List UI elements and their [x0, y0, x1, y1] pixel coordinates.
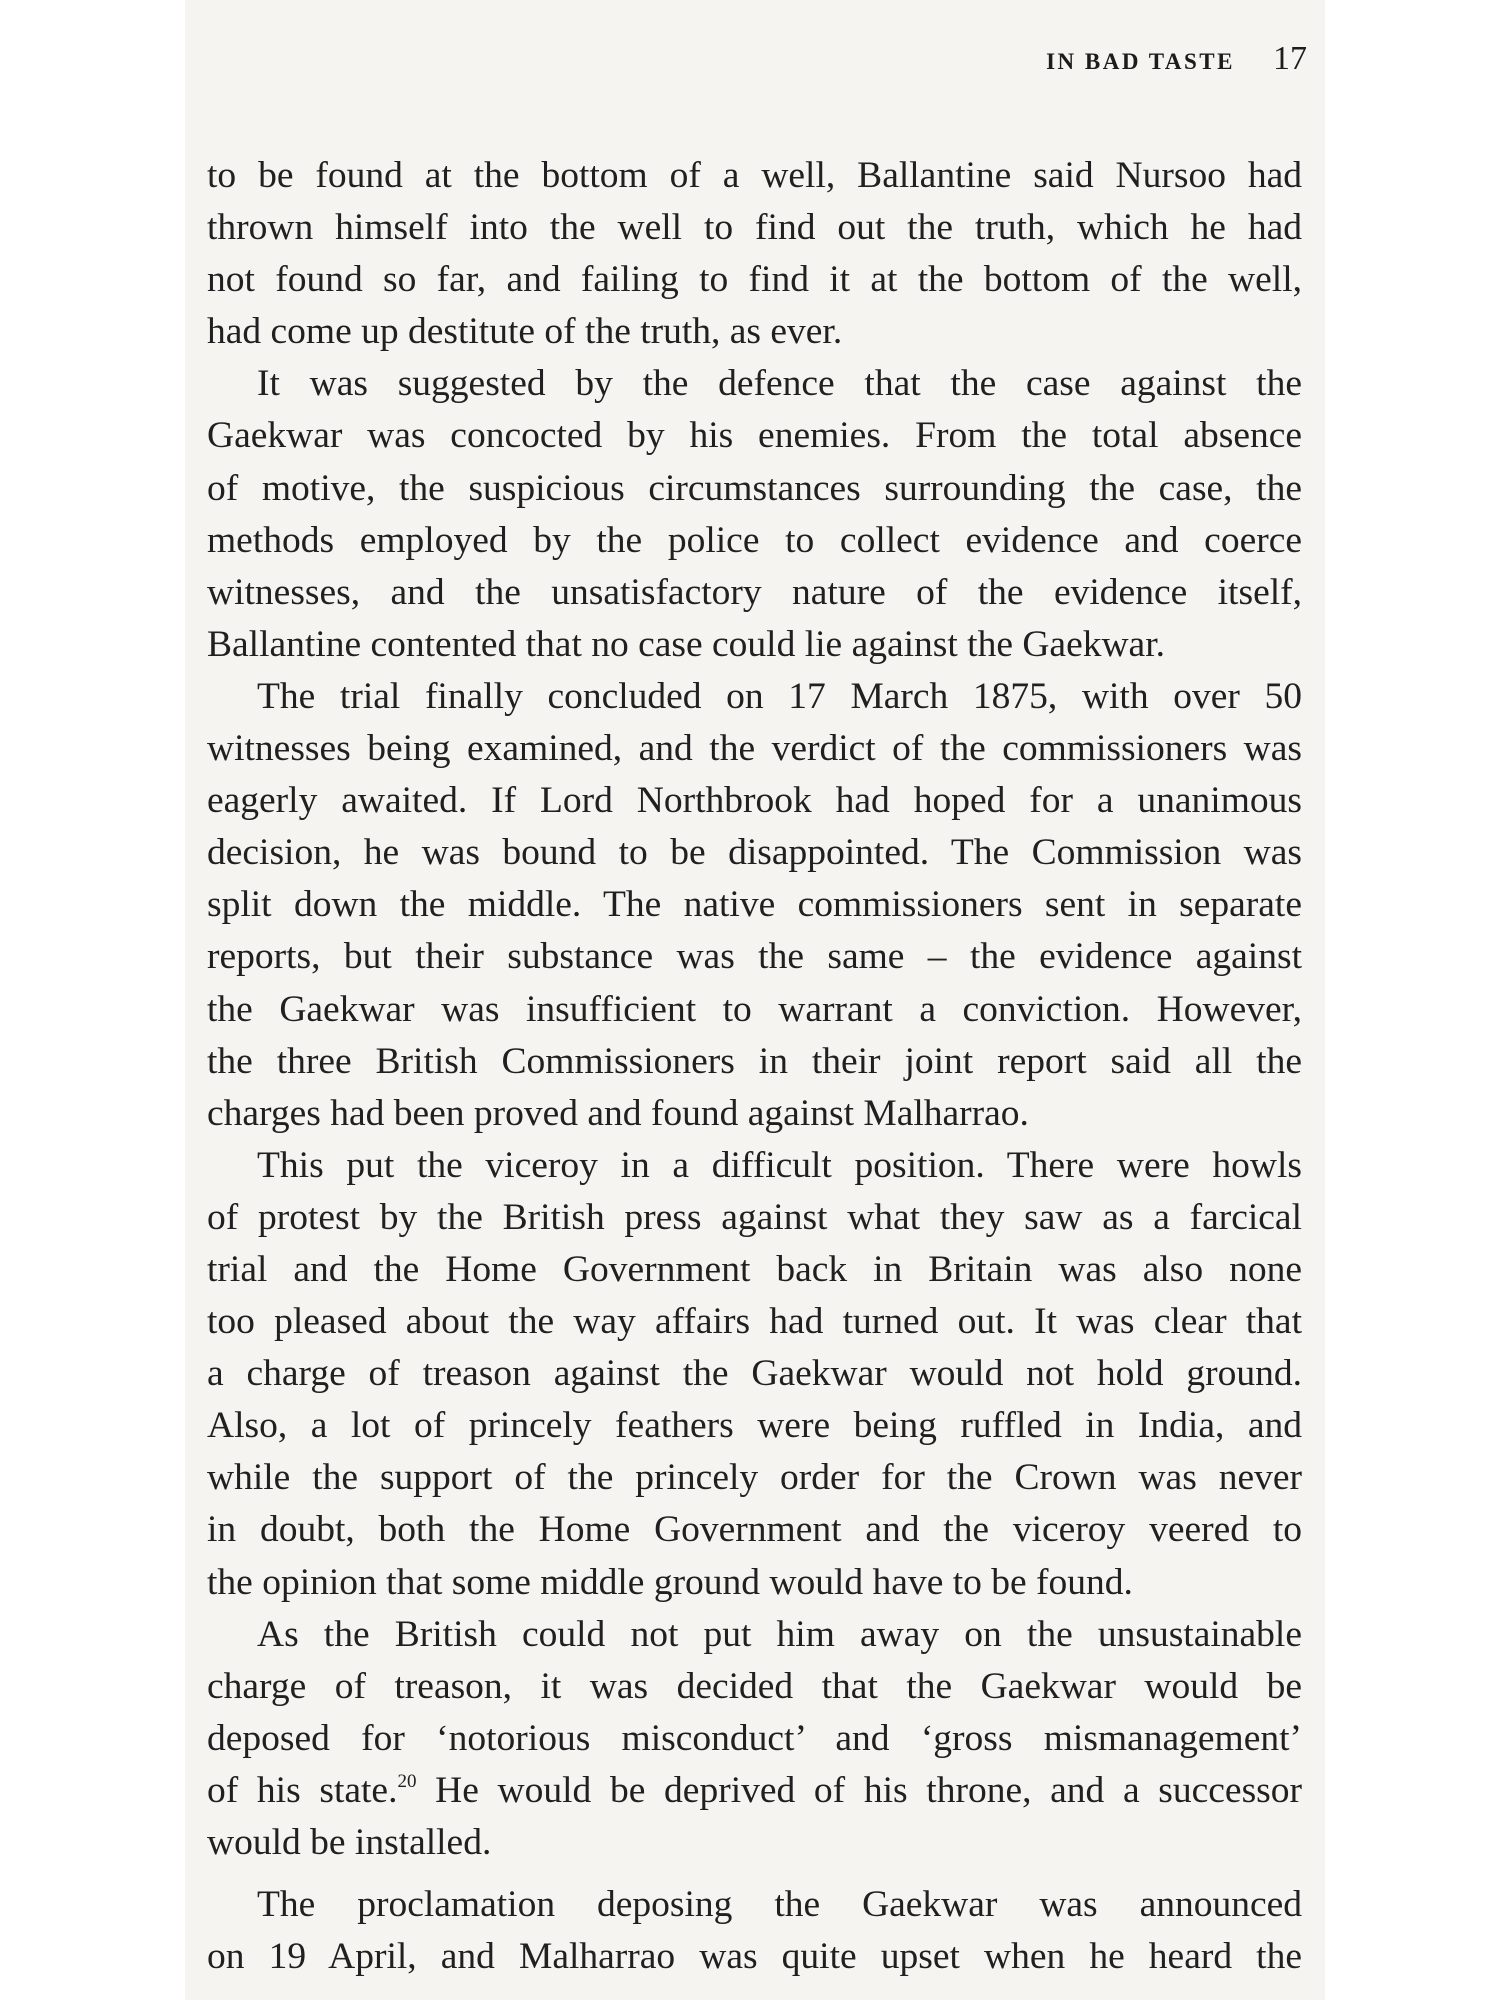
text-line: not found so far, and failing to find it at the bottom of the well, [207, 259, 1302, 301]
text-line: too pleased about the way affairs had turned out. It was clear that [207, 1301, 1302, 1343]
paragraph-gap [207, 1869, 1302, 1879]
text-line: witnesses, and the unsatisfactory nature of the evidence itself, [207, 571, 1302, 613]
text-line: The trial finally concluded on 17 March 1875, with over 50 [257, 675, 1302, 717]
text-line: a charge of treason against the Gaekwar would not hold ground. [207, 1353, 1302, 1395]
text-line: would be installed. [207, 1822, 492, 1863]
text-segment: of his state. [207, 1769, 398, 1811]
text-line: charges had been proved and found against Malharrao. [207, 1092, 1029, 1134]
text-line: methods employed by the police to collect evidence and coerce [207, 519, 1302, 561]
text-line: on 19 April, and Malharrao was quite upset when he heard the [207, 1936, 1302, 1978]
text-line: the Gaekwar was insufficient to warrant a conviction. However, [207, 988, 1302, 1030]
text-line: thrown himself into the well to find out the truth, which he had [207, 207, 1302, 249]
text-line: deposed for ‘notorious misconduct’ and ‘gross mismanagement’ [207, 1717, 1302, 1759]
page-number: 17 [1273, 40, 1307, 77]
text-line: As the British could not put him away on the unsustainable [257, 1613, 1302, 1655]
text-line: while the support of the princely order for the Crown was never [207, 1457, 1302, 1499]
body-text [207, 150, 1302, 1983]
text-line: of motive, the suspicious circumstances surrounding the case, the [207, 467, 1302, 509]
text-line: Also, a lot of princely feathers were being ruffled in India, and [207, 1405, 1302, 1447]
text-line: to be found at the bottom of a well, Ballantine said Nursoo had [207, 155, 1302, 196]
text-line: It was suggested by the defence that the case against the [257, 363, 1302, 405]
text-line: the opinion that some middle ground would have to be found. [207, 1561, 1133, 1603]
text-line: witnesses being examined, and the verdict of the commissioners was [207, 728, 1302, 770]
text-line: charge of treason, it was decided that the Gaekwar would be [207, 1665, 1302, 1707]
text-line: of protest by the British press against what they saw as a farcical [207, 1196, 1302, 1238]
text-segment: He would be deprived of his throne, and a successor [416, 1769, 1302, 1811]
running-head [1046, 40, 1307, 78]
running-title: IN BAD TASTE [1046, 49, 1235, 74]
text-line: Gaekwar was concocted by his enemies. From the total absence [207, 415, 1302, 457]
text-line: split down the middle. The native commissioners sent in separate [207, 884, 1302, 926]
text-line-with-footnote [207, 1765, 1302, 1817]
text-line: This put the viceroy in a difficult position. There were howls [257, 1144, 1302, 1186]
text-line: reports, but their substance was the same – the evidence against [207, 936, 1302, 978]
text-line: the three British Commissioners in their joint report said all the [207, 1040, 1302, 1082]
text-line: had come up destitute of the truth, as ever. [207, 311, 843, 353]
text-line: The proclamation deposing the Gaekwar was announced [257, 1884, 1302, 1926]
footnote-reference: 20 [397, 1770, 417, 1792]
text-line: Ballantine contented that no case could lie against the Gaekwar. [207, 623, 1165, 665]
book-page [185, 0, 1325, 2000]
text-line: trial and the Home Government back in Britain was also none [207, 1248, 1302, 1290]
text-line: eagerly awaited. If Lord Northbrook had hoped for a unanimous [207, 780, 1302, 822]
text-line: in doubt, both the Home Government and the viceroy veered to [207, 1509, 1302, 1551]
text-line: decision, he was bound to be disappointed. The Commission was [207, 832, 1302, 874]
